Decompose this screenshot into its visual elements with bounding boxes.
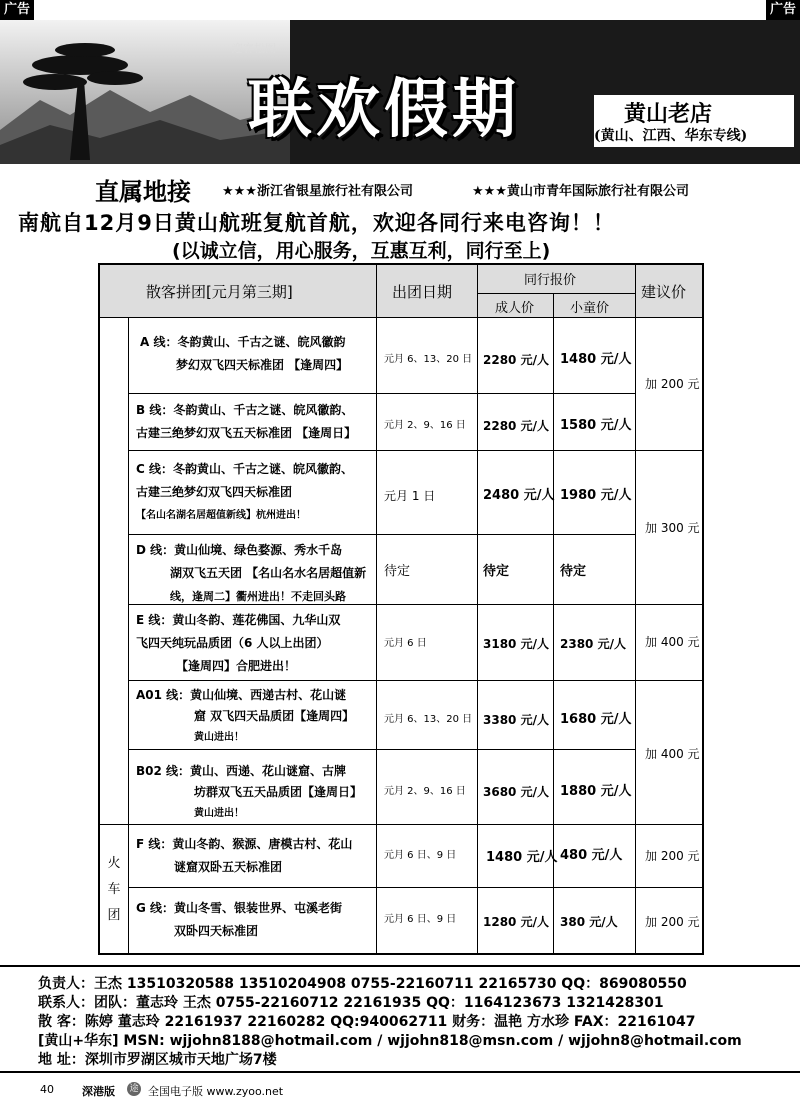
- header-banner: [0, 20, 800, 164]
- date-cell: 元月 6 日、9 日: [384, 914, 457, 925]
- contact-line-manager: 负责人：王杰 13510320588 13510204908 0755-22160711 22165730 QQ：869080550: [38, 976, 687, 992]
- adult-price-cell: 待定: [483, 564, 510, 579]
- page-number: 40: [40, 1083, 54, 1096]
- route-line: 古建三绝梦幻双飞五天标准团 【逢周日】: [136, 426, 357, 440]
- adult-price-cell: 3380 元/人: [483, 713, 549, 727]
- divider: [100, 317, 702, 318]
- route-line: B 线：冬韵黄山、千古之谜、皖风徽韵、: [136, 403, 354, 417]
- date-cell: 元月 6、13、20 日: [384, 354, 473, 365]
- divider: [128, 749, 636, 750]
- ad-label-right: 广告: [766, 0, 800, 20]
- adult-price-cell: 2280 元/人: [483, 419, 549, 433]
- contact-footer: [0, 965, 800, 1073]
- suggested-price: 加 300 元: [645, 521, 700, 535]
- route-line: 【逢周四】合肥进出！: [176, 659, 297, 673]
- agency-1: ★★★浙江省银星旅行社有限公司: [222, 184, 413, 199]
- child-price-cell: 1480 元/人: [560, 352, 632, 367]
- divider: [635, 265, 636, 953]
- child-price-cell: 待定: [560, 564, 587, 579]
- adult-price-cell: 2480 元/人: [483, 488, 555, 503]
- route-line: B02 线：黄山、西递、花山谜窟、古牌: [136, 764, 347, 778]
- header-peer-price: 同行报价: [524, 273, 577, 288]
- edition-label: 深港版: [82, 1085, 115, 1098]
- contact-line-address: 地 址：深圳市罗湖区城市天地广场7楼: [38, 1052, 277, 1068]
- header-adult: 成人价: [495, 301, 535, 316]
- route-line: 坊群双飞五天品质团【逢周日】: [194, 785, 363, 799]
- train-label-char: 火: [107, 856, 121, 871]
- child-price-cell: 2380 元/人: [560, 637, 626, 651]
- header-group: 散客拼团[元月第三期]: [146, 283, 293, 301]
- child-price-cell: 380 元/人: [560, 915, 618, 929]
- date-cell: 元月 1 日: [384, 489, 436, 503]
- route-line: 飞四天纯玩品质团（6 人以上出团）: [136, 636, 329, 650]
- route-e: [136, 609, 340, 678]
- route-f: [136, 833, 352, 879]
- route-line: 古建三绝梦幻双飞四天标准团: [136, 485, 293, 499]
- slogan: (以诚立信，用心服务，互惠互利，同行至上): [172, 240, 551, 262]
- route-line: A01 线：黄山仙境、西递古村、花山谜: [136, 688, 347, 702]
- child-price-cell: 1980 元/人: [560, 488, 632, 503]
- divider: [100, 824, 702, 825]
- route-line: 线，逢周二】衢州进出！不走回头路: [170, 590, 346, 603]
- divider: [128, 887, 702, 888]
- adult-price-cell: 2280 元/人: [483, 353, 549, 367]
- divider: [128, 534, 636, 535]
- contact-line-msn: [黄山+华东] MSN: wjjohn8188@hotmail.com / wjjohn818@msn.com / wjjohn8@hotmail.com: [38, 1033, 742, 1049]
- header-child: 小童价: [570, 301, 610, 316]
- adult-price-cell: 3680 元/人: [483, 785, 549, 799]
- direct-label: 直属地接: [95, 177, 191, 206]
- divider: [477, 265, 478, 953]
- divider: [128, 393, 636, 394]
- contact-line-contact: 联系人：团队：董志玲 王杰 0755-22160712 22161935 QQ：1164123673 1321428301: [38, 995, 664, 1011]
- suggested-price: 加 400 元: [645, 747, 700, 761]
- date-cell: 元月 6 日、9 日: [384, 850, 457, 861]
- route-d: [136, 539, 366, 608]
- route-line: 窟 双飞四天品质团【逢周四】: [194, 709, 355, 723]
- ad-label-left: 广告: [0, 0, 34, 20]
- child-price-cell: 1580 元/人: [560, 418, 632, 433]
- child-price-cell: 480 元/人: [560, 848, 623, 863]
- route-line: 【名山名湖名居超值新线】杭州进出！: [136, 510, 306, 521]
- store-subtitle: (黄山、江西、华东专线): [594, 128, 748, 144]
- date-cell: 待定: [384, 564, 411, 579]
- divider: [128, 680, 702, 681]
- route-line: E 线：黄山冬韵、莲花佛国、九华山双: [136, 613, 341, 627]
- child-price-cell: 1880 元/人: [560, 784, 632, 799]
- route-line: 梦幻双飞四天标准团 【逢周四】: [176, 358, 349, 372]
- store-badge: [594, 95, 794, 147]
- route-line: D 线：黄山仙境、绿色婺源、秀水千岛: [136, 543, 343, 557]
- header-date: 出团日期: [392, 283, 453, 301]
- divider: [128, 450, 702, 451]
- store-name: 黄山老店: [624, 101, 713, 127]
- date-cell: 元月 6 日: [384, 638, 427, 649]
- date-cell: 元月 2、9、16 日: [384, 786, 466, 797]
- route-line: 黄山进出！: [194, 732, 244, 743]
- route-line: F 线：黄山冬韵、猴源、唐模古村、花山: [136, 837, 353, 851]
- price-table: [98, 263, 704, 955]
- route-g: [136, 897, 342, 943]
- route-b02: [136, 761, 362, 824]
- route-line: 黄山进出！: [194, 808, 244, 819]
- route-a01: [136, 685, 354, 748]
- route-line: 谜窟双卧五天标准团: [174, 860, 283, 874]
- route-c: [136, 458, 353, 527]
- route-line: C 线：冬韵黄山、千古之谜、皖风徽韵、: [136, 462, 353, 476]
- divider: [128, 317, 129, 953]
- publisher-logo-icon: 途: [127, 1082, 141, 1096]
- top-bar: [0, 0, 800, 21]
- banner-title: 联欢假期: [248, 72, 520, 147]
- train-label-char: 团: [107, 908, 121, 923]
- suggested-price: 加 200 元: [645, 849, 700, 863]
- date-cell: 元月 2、9、16 日: [384, 420, 466, 431]
- suggested-price: 加 200 元: [645, 377, 700, 391]
- announcement: 南航自12月9日黄山航班复航首航，欢迎各同行来电咨询！！: [18, 211, 615, 235]
- suggested-price: 加 400 元: [645, 635, 700, 649]
- header-suggest: 建议价: [641, 283, 687, 301]
- agency-2: ★★★黄山市青年国际旅行社有限公司: [472, 184, 689, 199]
- route-line: 双卧四天标准团: [174, 924, 259, 938]
- adult-price-cell: 1480 元/人: [486, 850, 558, 865]
- contact-line-retail: 散 客：陈婷 董志玲 22161937 22160282 QQ:940062711 财务：温艳 方水珍 FAX：22161047: [38, 1014, 696, 1030]
- suggested-price: 加 200 元: [645, 915, 700, 929]
- divider: [376, 265, 377, 953]
- date-cell: 元月 6、13、20 日: [384, 714, 473, 725]
- train-group-label: [104, 851, 124, 929]
- divider: [478, 293, 635, 294]
- route-a: [140, 331, 348, 377]
- adult-price-cell: 3180 元/人: [483, 637, 549, 651]
- banner-caption: 迎客松图: [232, 42, 276, 55]
- child-price-cell: 1680 元/人: [560, 712, 632, 727]
- website-label: 全国电子版 www.zyoo.net: [148, 1085, 284, 1098]
- train-label-char: 车: [107, 882, 121, 897]
- route-b: [136, 399, 356, 445]
- adult-price-cell: 1280 元/人: [483, 915, 549, 929]
- route-line: G 线：黄山冬雪、银装世界、屯溪老街: [136, 901, 343, 915]
- route-line: 湖双飞五天团 【名山名水名居超值新: [170, 566, 367, 580]
- route-line: A 线：冬韵黄山、千古之谜、皖风徽韵: [140, 335, 346, 349]
